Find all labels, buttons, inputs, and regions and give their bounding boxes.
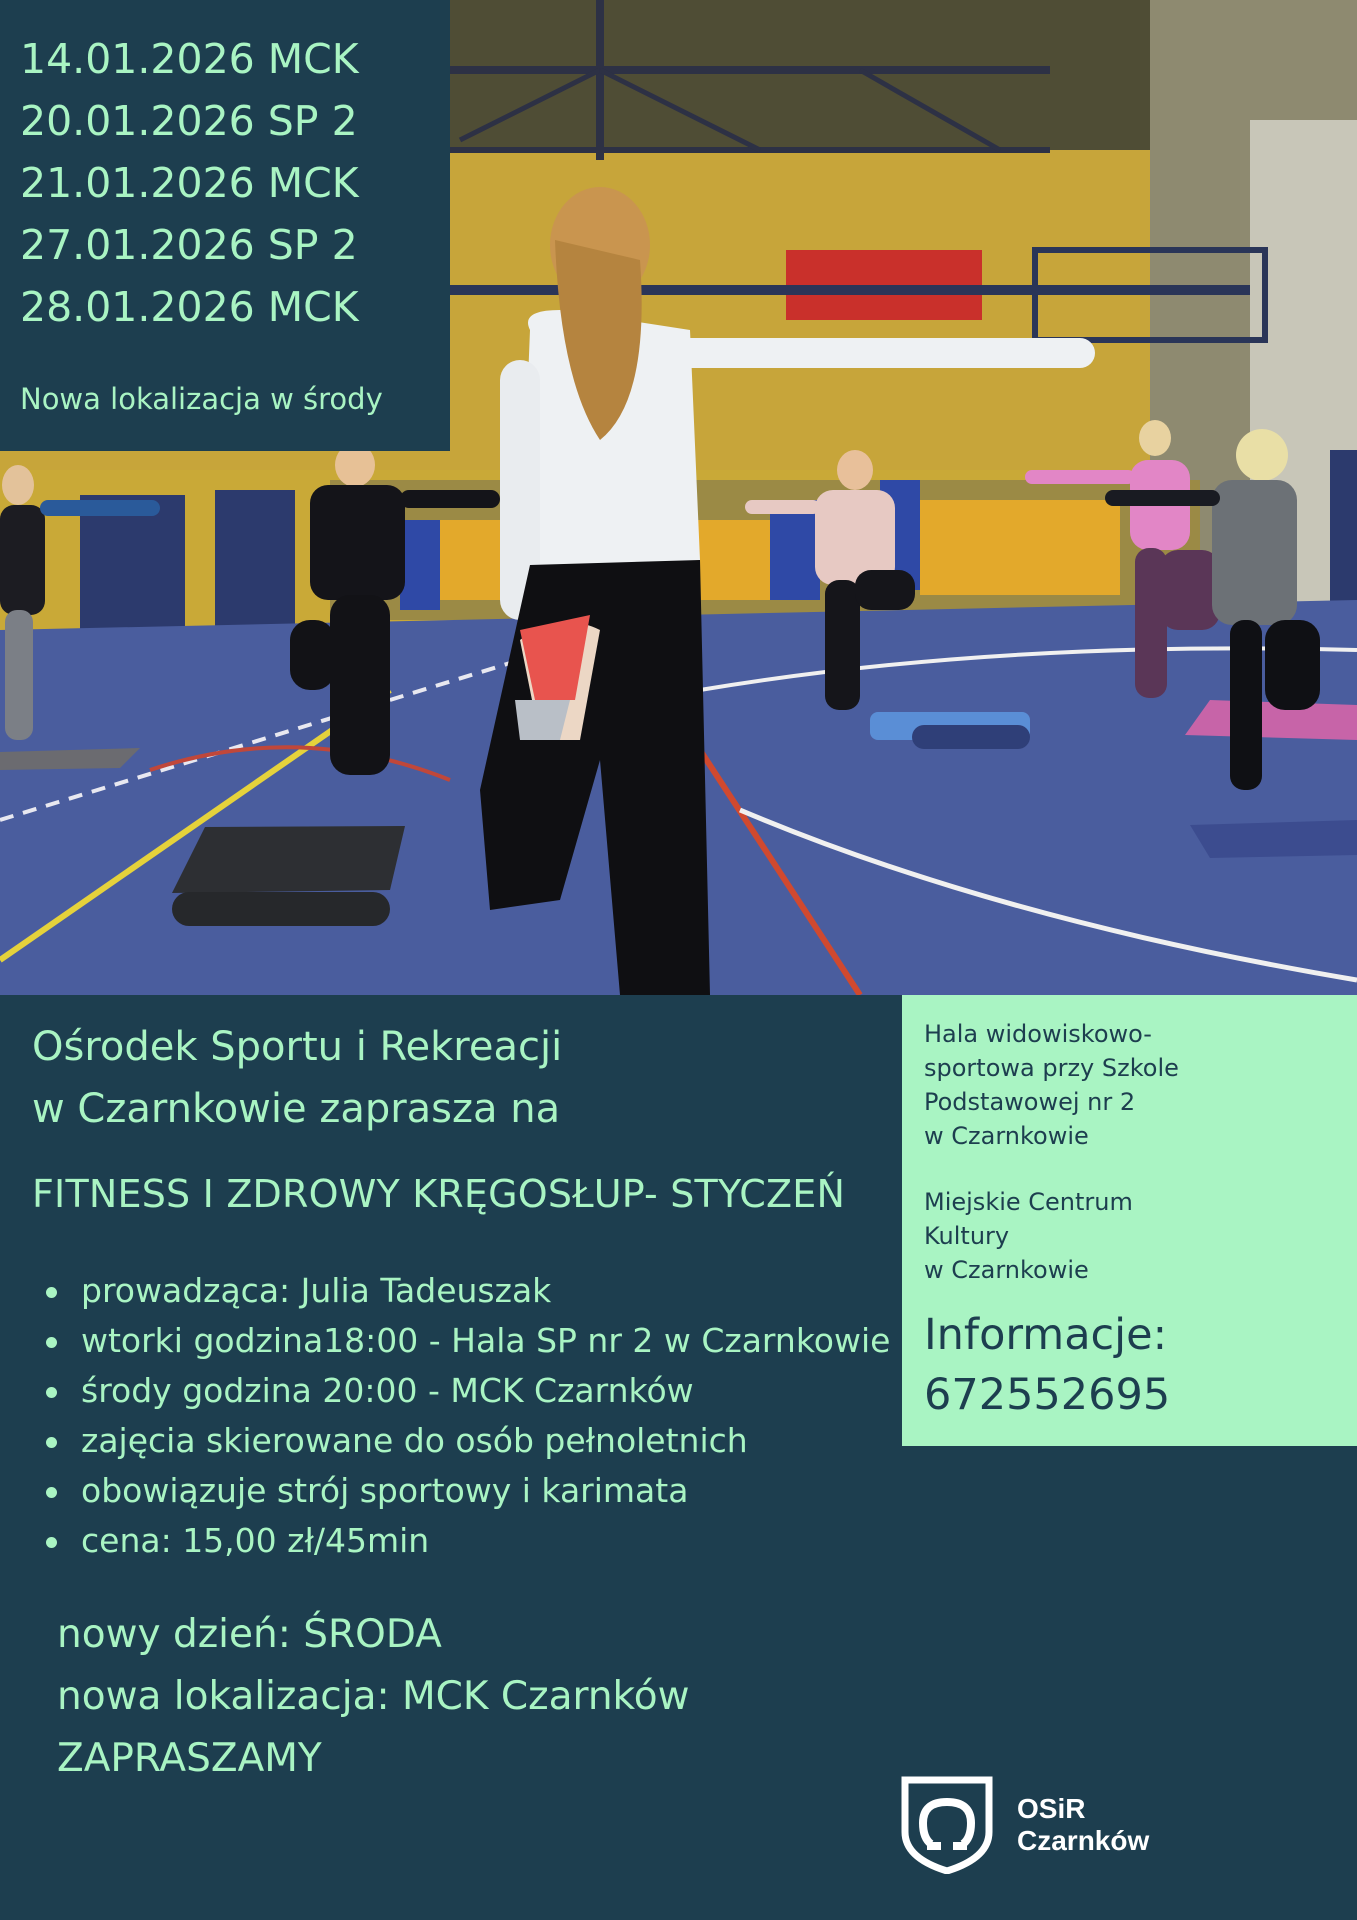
location-line: Hala widowiskowo-: [924, 1020, 1152, 1048]
date-item: 14.01.2026 MCK: [20, 35, 359, 83]
location-mck: [924, 1185, 1357, 1287]
location-sp2: [924, 1017, 1357, 1153]
osir-shield-icon: [901, 1776, 993, 1874]
dates-list: [20, 28, 359, 338]
details-item: środy godzina 20:00 - MCK Czarnków: [44, 1366, 890, 1416]
intro-text: [32, 1016, 562, 1140]
location-line: sportowa przy Szkole: [924, 1054, 1179, 1082]
location-line: Miejskie Centrum: [924, 1188, 1133, 1216]
announce-line: ZAPRASZAMY: [57, 1736, 322, 1781]
details-item: obowiązuje strój sportowy i karimata: [44, 1466, 890, 1516]
dates-note: Nowa lokalizacja w środy: [20, 382, 383, 416]
details-item: zajęcia skierowane do osób pełnoletnich: [44, 1416, 890, 1466]
date-item: 20.01.2026 SP 2: [20, 97, 358, 145]
location-line: w Czarnkowie: [924, 1122, 1089, 1150]
osir-logo: [901, 1776, 1149, 1874]
announce-line: nowy dzień: ŚRODA: [57, 1612, 442, 1657]
date-item: 27.01.2026 SP 2: [20, 221, 358, 269]
details-item: cena: 15,00 zł/45min: [44, 1516, 890, 1566]
info-panel: [902, 995, 1357, 1446]
logo-line: OSiR: [1017, 1793, 1086, 1824]
intro-line: Ośrodek Sportu i Rekreacji: [32, 1024, 563, 1070]
location-line: w Czarnkowie: [924, 1256, 1089, 1284]
contact-label: Informacje:: [924, 1310, 1168, 1360]
announcement: [57, 1604, 690, 1790]
details-item: prowadząca: Julia Tadeuszak: [44, 1266, 890, 1316]
logo-line: Czarnków: [1017, 1825, 1150, 1856]
details-list: [44, 1266, 890, 1566]
location-line: Podstawowej nr 2: [924, 1088, 1136, 1116]
date-item: 21.01.2026 MCK: [20, 159, 359, 207]
dates-panel: [0, 0, 450, 451]
details-item: wtorki godzina18:00 - Hala SP nr 2 w Czarnkowie: [44, 1316, 890, 1366]
logo-text: [1017, 1793, 1149, 1857]
program-title: FITNESS I ZDROWY KRĘGOSŁUP- STYCZEŃ: [32, 1172, 846, 1216]
date-item: 28.01.2026 MCK: [20, 283, 359, 331]
location-line: Kultury: [924, 1222, 1010, 1250]
contact-info: [924, 1305, 1357, 1425]
intro-line: w Czarnkowie zaprasza na: [32, 1086, 561, 1132]
contact-phone: 672552695: [924, 1370, 1171, 1420]
announce-line: nowa lokalizacja: MCK Czarnków: [57, 1674, 690, 1719]
